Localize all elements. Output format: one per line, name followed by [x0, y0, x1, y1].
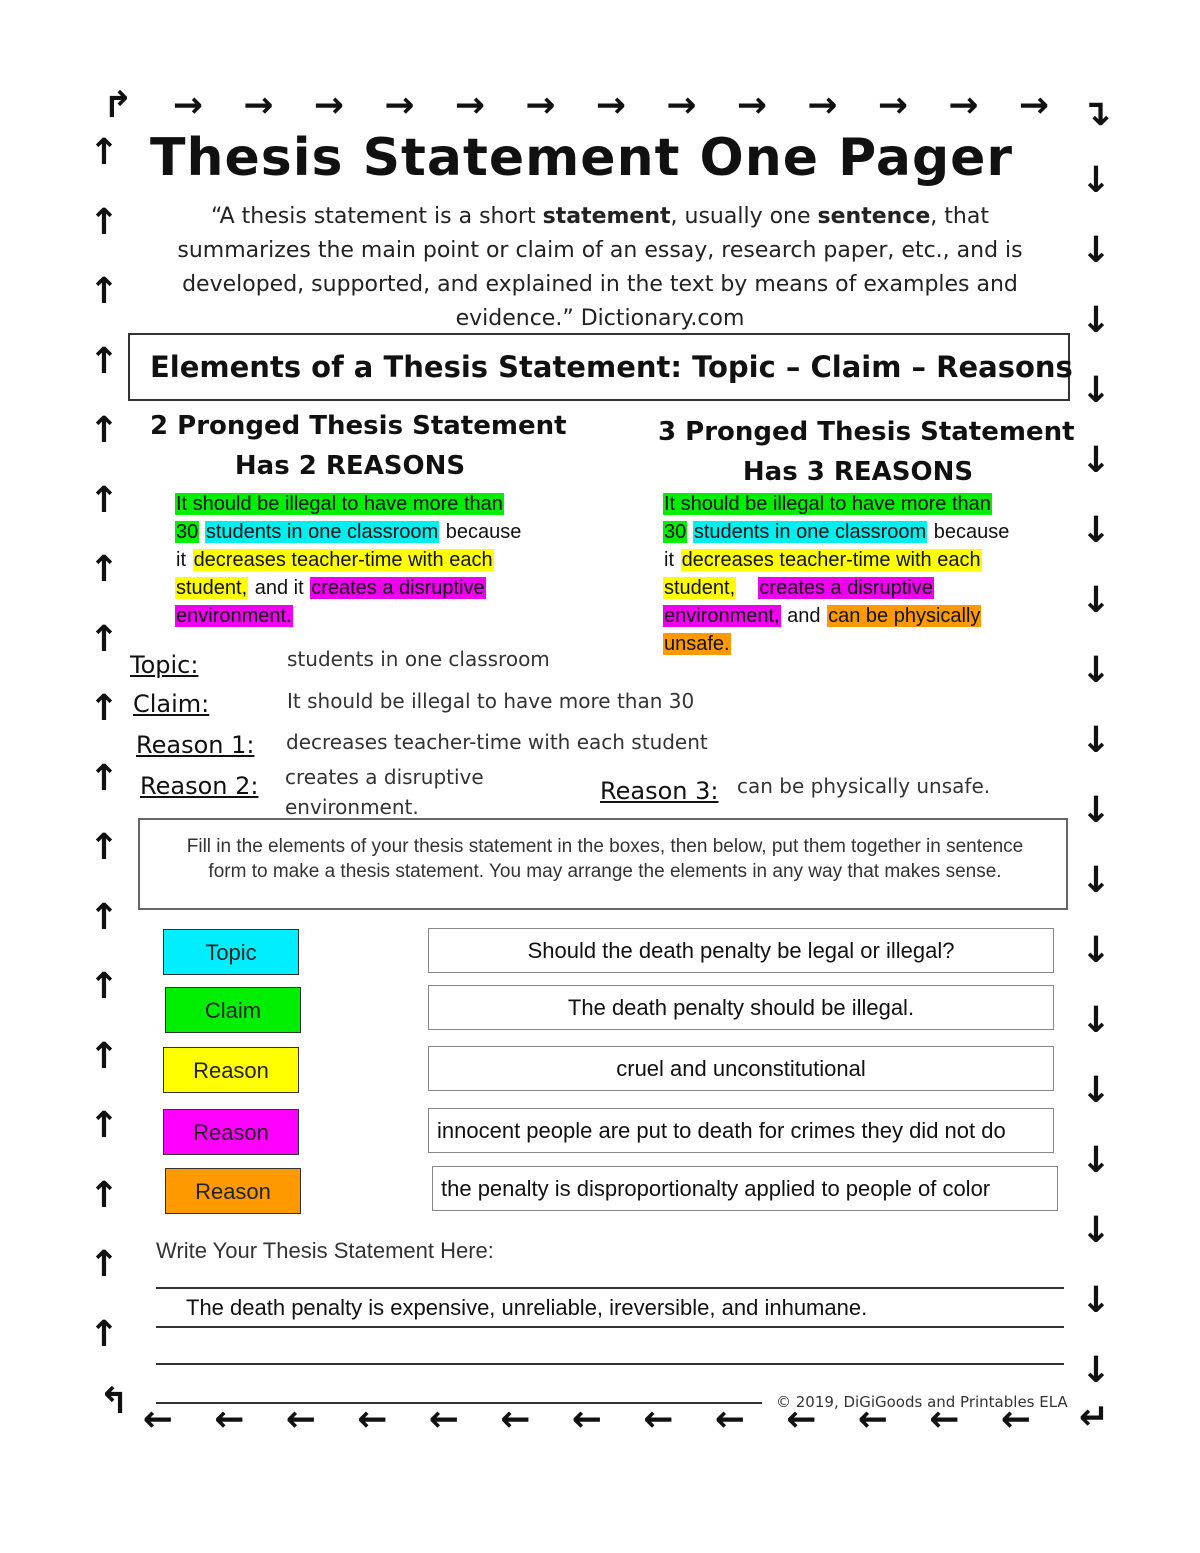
arrow-left-icon: ←	[857, 1399, 889, 1440]
arrow-up-icon: ↑	[88, 757, 120, 799]
arrow-right-icon: →	[948, 85, 979, 126]
three-pronged-title	[658, 412, 1075, 492]
element-answer-field[interactable]: Should the death penalty be legal or illegal?	[428, 928, 1054, 973]
highlight-topic: students in one classroom	[205, 521, 439, 543]
arrow-right-icon: →	[736, 85, 768, 126]
element-tag-reason: Reason	[165, 1168, 301, 1214]
arrow-down-icon: ↓	[1080, 370, 1112, 411]
highlight-reason2: environment.	[176, 605, 292, 627]
arrow-right-icon: →	[243, 85, 274, 126]
arrow-down-icon: ↓	[1080, 1070, 1112, 1111]
arrow-left-icon: ←	[571, 1399, 603, 1440]
arrow-corner-bottom-right-icon: ↵	[1078, 1397, 1110, 1438]
arrow-right-icon: →	[172, 85, 204, 126]
highlight-reason2: environment,	[664, 605, 780, 627]
arrow-left-icon: ←	[929, 1399, 960, 1440]
arrow-down-icon: ↓	[1080, 860, 1112, 901]
arrow-right-icon: →	[595, 85, 627, 126]
plain-text: and	[781, 605, 827, 627]
instructions-box	[138, 818, 1068, 910]
arrow-left-icon: ←	[714, 1399, 746, 1440]
arrow-left-icon: ←	[357, 1399, 388, 1440]
arrow-corner-top-right-icon: ↴	[1080, 93, 1112, 134]
arrow-down-icon: ↓	[1080, 1000, 1112, 1041]
arrow-up-icon: ↑	[88, 1035, 120, 1077]
arrow-up-icon: ↑	[88, 1105, 120, 1146]
two-pronged-title-line1: 2 Pronged Thesis Statement	[150, 411, 567, 441]
highlight-claim: 30	[664, 521, 687, 543]
three-pronged-example	[663, 490, 1083, 658]
plain-text: because	[440, 521, 522, 543]
arrow-up-icon: ↑	[88, 896, 120, 938]
arrow-up-icon: ↑	[88, 1244, 120, 1285]
writing-line	[156, 1326, 1064, 1328]
writing-line	[156, 1363, 1064, 1365]
plain-text: it	[664, 549, 680, 571]
highlight-reason1: decreases teacher-time with each	[681, 549, 981, 571]
reason1-label: Reason 1:	[136, 731, 255, 759]
arrow-up-icon: ↑	[88, 479, 120, 521]
arrow-up-icon: ↑	[88, 827, 120, 868]
element-answer-field[interactable]: cruel and unconstitutional	[428, 1046, 1054, 1091]
arrow-up-icon: ↑	[88, 340, 120, 382]
topic-label: Topic:	[130, 651, 199, 679]
element-answer-field[interactable]: the penalty is disproportionalty applied to people of color	[432, 1166, 1058, 1211]
elements-heading: Elements of a Thesis Statement: Topic – Claim – Reasons	[150, 350, 1073, 384]
quote-text: , usually one	[670, 204, 818, 229]
two-pronged-title	[150, 406, 567, 486]
reason2-label: Reason 2:	[140, 772, 259, 800]
arrow-up-icon: ↑	[88, 201, 120, 243]
two-pronged-title-line2: Has 2 REASONS	[234, 451, 466, 481]
arrow-down-icon: ↓	[1080, 510, 1112, 551]
write-thesis-label: Write Your Thesis Statement Here:	[156, 1238, 494, 1263]
arrow-down-icon: ↓	[1080, 1140, 1112, 1181]
arrow-right-icon: →	[877, 85, 909, 126]
arrow-up-icon: ↑	[88, 618, 120, 660]
arrow-up-icon: ↑	[88, 1313, 120, 1355]
arrow-left-icon: ←	[643, 1399, 674, 1440]
definition-quote	[160, 200, 1040, 336]
arrow-down-icon: ↓	[1080, 230, 1112, 271]
element-tag-topic: Topic	[163, 929, 299, 975]
two-pronged-example	[175, 490, 595, 630]
writing-line	[156, 1402, 762, 1404]
three-pronged-title-line2: Has 3 REASONS	[742, 457, 974, 487]
arrow-down-icon: ↓	[1080, 160, 1112, 201]
arrow-left-icon: ←	[285, 1399, 317, 1440]
highlight-reason2: creates a disruptive	[311, 577, 485, 599]
instructions-text: Fill in the elements of your thesis statement in the boxes, then below, put them together in sentence form to make a thesis statement. You may arrange the elements in any way that makes sense.	[186, 836, 1024, 882]
arrow-left-icon: ←	[428, 1399, 460, 1440]
quote-text: , that summarizes the main point or claim of an essay, research paper, etc., and is developed, supported, and explained in the text by means of examples and evidence.” Dictionary.com	[177, 204, 1023, 331]
highlight-topic: students in one classroom	[693, 521, 927, 543]
arrow-right-icon: →	[1018, 85, 1050, 126]
copyright-text: © 2019, DiGiGoods and Printables ELA	[776, 1393, 1068, 1411]
arrow-down-icon: ↓	[1080, 650, 1112, 691]
arrow-down-icon: ↓	[1080, 930, 1112, 971]
claim-value: It should be illegal to have more than 30	[287, 689, 695, 713]
arrow-left-icon: ←	[1000, 1399, 1032, 1440]
reason2-value: creates a disruptive environment.	[285, 765, 484, 819]
arrow-down-icon: ↓	[1080, 440, 1112, 481]
plain-text: and it	[249, 577, 310, 599]
reason3-value: can be physically unsafe.	[737, 774, 991, 798]
arrow-down-icon: ↓	[1080, 300, 1112, 341]
plain-text: it	[176, 549, 192, 571]
arrow-right-icon: →	[807, 85, 838, 126]
element-tag-reason: Reason	[163, 1109, 299, 1155]
element-answer-field[interactable]: innocent people are put to death for crimes they did not do	[428, 1108, 1054, 1153]
highlight-reason1: student,	[664, 577, 736, 599]
writing-line	[156, 1287, 1064, 1289]
three-pronged-title-line1: 3 Pronged Thesis Statement	[658, 417, 1075, 447]
highlight-reason1: decreases teacher-time with each	[193, 549, 493, 571]
arrow-left-icon: ←	[214, 1399, 245, 1440]
arrow-up-icon: ↑	[88, 132, 120, 173]
arrow-right-icon: →	[525, 85, 556, 126]
arrow-down-icon: ↓	[1080, 580, 1112, 621]
reason1-value: decreases teacher-time with each student	[286, 730, 708, 754]
highlight-claim: 30	[176, 521, 199, 543]
arrow-right-icon: →	[454, 85, 486, 126]
highlight-reason2: creates a disruptive	[759, 577, 933, 599]
highlight-reason1: student,	[176, 577, 248, 599]
claim-label: Claim:	[133, 690, 210, 718]
arrow-up-icon: ↑	[88, 410, 120, 451]
arrow-down-icon: ↓	[1080, 1350, 1112, 1391]
quote-bold-sentence: sentence	[817, 204, 931, 229]
quote-bold-statement: statement	[542, 204, 671, 229]
arrow-up-icon: ↑	[88, 271, 120, 312]
thesis-answer[interactable]: The death penalty is expensive, unreliable, ireversible, and inhumane.	[186, 1295, 868, 1320]
highlight-reason3: can be physically	[828, 605, 981, 627]
quote-text: “A thesis statement is a short	[211, 204, 543, 229]
arrow-right-icon: →	[666, 85, 697, 126]
highlight-reason3: unsafe.	[664, 633, 730, 655]
elements-heading-box	[128, 333, 1073, 401]
highlight-claim: It should be illegal to have more than	[176, 493, 503, 515]
arrow-corner-top-left-icon: ↱	[102, 85, 134, 126]
element-tag-reason: Reason	[163, 1047, 299, 1093]
reason3-label: Reason 3:	[600, 777, 719, 805]
arrow-left-icon: ←	[500, 1399, 531, 1440]
arrow-left-icon: ←	[142, 1399, 174, 1440]
page-title: Thesis Statement One Pager	[150, 128, 1014, 188]
element-answer-field[interactable]: The death penalty should be illegal.	[428, 985, 1054, 1030]
element-tag-claim: Claim	[165, 987, 301, 1033]
arrow-down-icon: ↓	[1080, 1210, 1112, 1251]
arrow-up-icon: ↑	[88, 966, 120, 1007]
arrow-right-icon: →	[384, 85, 415, 126]
arrow-up-icon: ↑	[88, 688, 120, 729]
plain-text: because	[928, 521, 1010, 543]
arrow-right-icon: →	[313, 85, 345, 126]
arrow-up-icon: ↑	[88, 549, 120, 590]
arrow-down-icon: ↓	[1080, 720, 1112, 761]
highlight-claim: It should be illegal to have more than	[664, 493, 991, 515]
arrow-corner-bottom-left-icon: ↰	[98, 1381, 130, 1422]
arrow-down-icon: ↓	[1080, 1280, 1112, 1321]
arrow-left-icon: ←	[786, 1399, 817, 1440]
arrow-down-icon: ↓	[1080, 790, 1112, 831]
topic-value: students in one classroom	[287, 647, 550, 671]
arrow-up-icon: ↑	[88, 1174, 120, 1216]
